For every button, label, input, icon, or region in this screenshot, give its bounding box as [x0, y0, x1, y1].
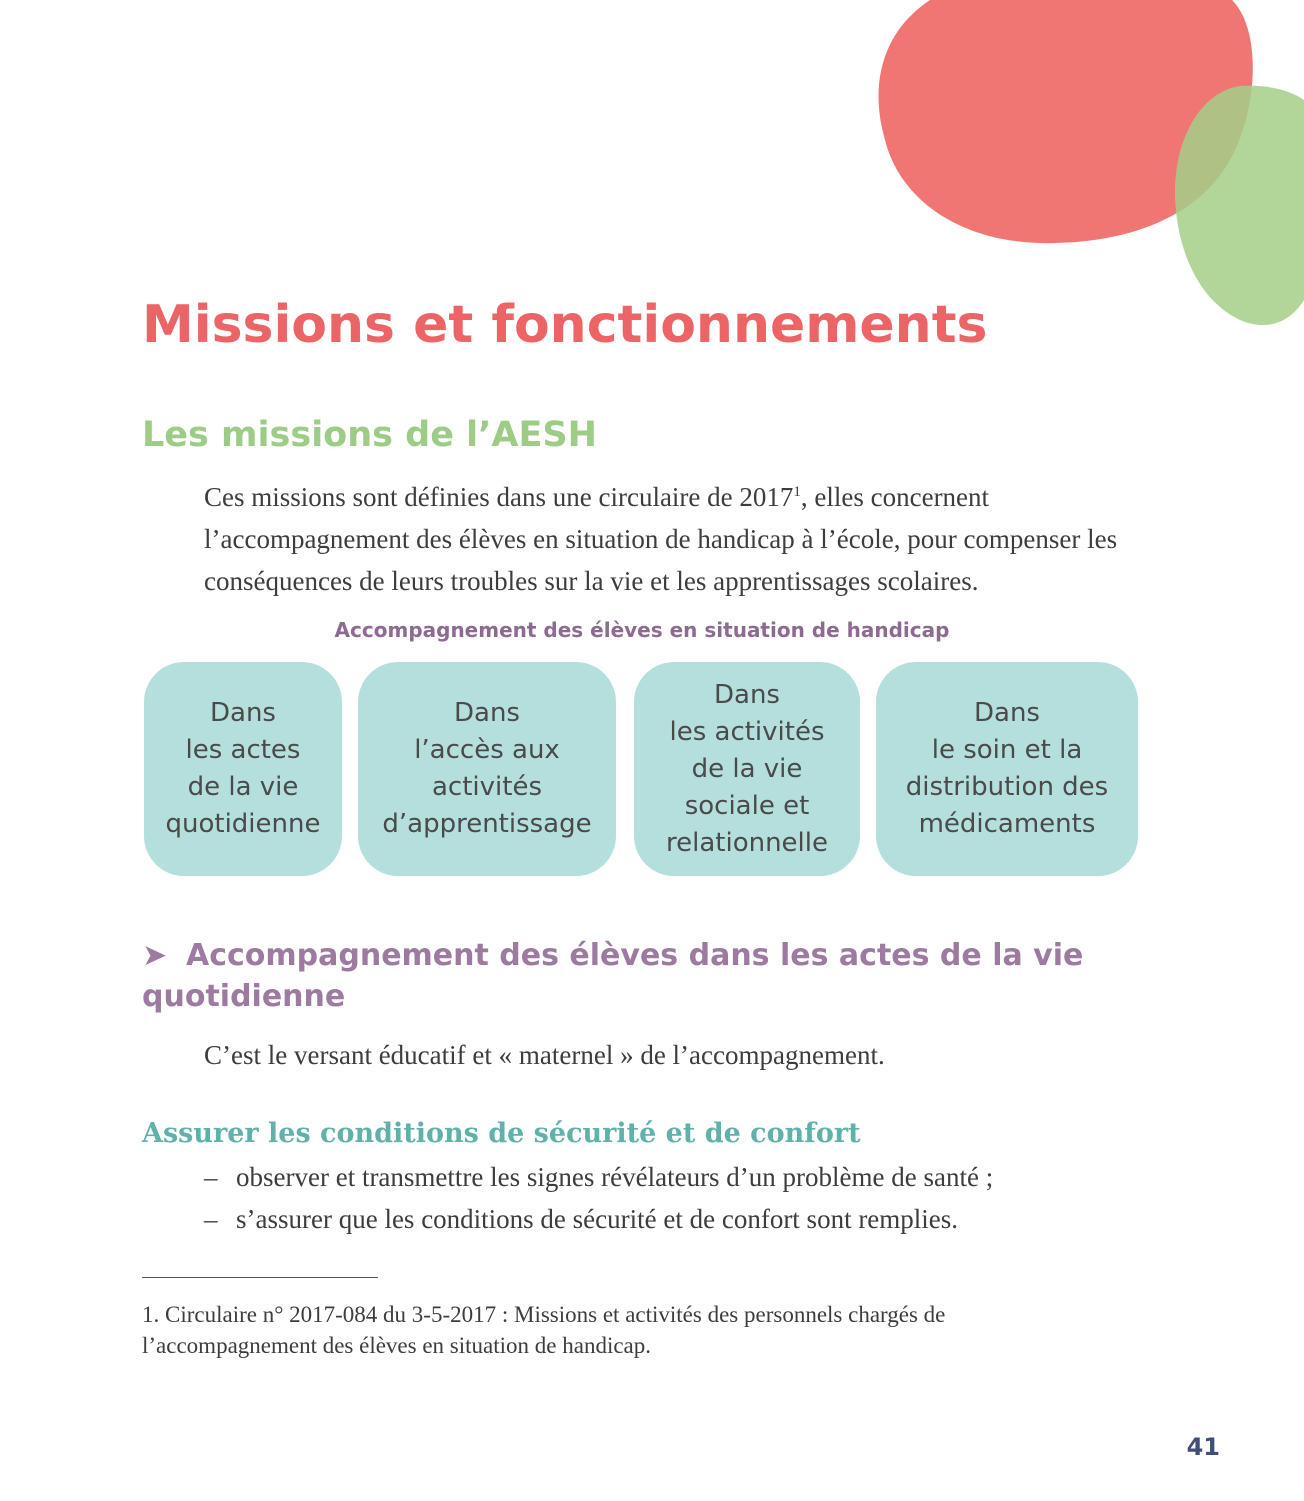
diagram-box-label: Dans les activités de la vie sociale et relationnelle [666, 679, 828, 858]
diagram-box-label: Dans les actes de la vie quotidienne [165, 698, 321, 839]
list-item [204, 1198, 993, 1240]
arrow-right-icon: ➤ [142, 938, 168, 973]
diagram-box-care-medication [876, 662, 1138, 876]
green-blob-shape [1175, 86, 1304, 325]
red-blob-shape [879, 0, 1253, 243]
footnote: 1. Circulaire n° 2017-084 du 3-5-2017 : Missions et activités des personnels chargés de l’accompagnement des élèves en situation de handicap. [142, 1302, 946, 1358]
dash-bullet: – [204, 1162, 218, 1192]
diagram-box-daily-life [144, 662, 342, 876]
list-item-text: observer et transmettre les signes révélateurs d’un problème de santé ; [236, 1162, 994, 1192]
section-body: C’est le versant éducatif et « maternel » de l’accompagnement. [204, 1040, 885, 1070]
diagram-box-label: Dans le soin et la distribution des médicaments [905, 698, 1109, 839]
diagram-box-social-life [634, 662, 860, 876]
sub-heading: Assurer les conditions de sécurité et de confort [142, 1118, 861, 1149]
dash-bullet: – [204, 1204, 218, 1234]
intro-paragraph [204, 476, 1164, 602]
intro-text-continued: , elles concernent l’accompagnement des élèves en situation de handicap à l’école, pour compenser les conséquences de leurs troubles sur la vie et les apprentissages scolaires. [204, 482, 1118, 596]
page-title: Missions et fonctionnements [142, 295, 988, 355]
footnote-reference[interactable]: 1 [793, 484, 801, 500]
bullet-list [204, 1156, 993, 1240]
diagram-caption: Accompagnement des élèves en situation de handicap [334, 618, 950, 642]
diagram-box-label: Dans l’accès aux activités d’apprentissage [382, 698, 592, 839]
section-heading [142, 935, 1102, 1017]
page-number: 41 [1186, 1433, 1220, 1461]
list-item-text: s’assurer que les conditions de sécurité et de confort sont remplies. [236, 1204, 959, 1234]
diagram-box-learning-access [358, 662, 616, 876]
section-subtitle: Les missions de l’AESH [142, 415, 597, 455]
list-item [204, 1156, 993, 1198]
footnote-divider [142, 1277, 378, 1278]
section-heading-text: Accompagnement des élèves dans les actes de la vie quotidienne [142, 938, 1084, 1014]
intro-text: Ces missions sont définies dans une circulaire de 2017 [204, 482, 794, 512]
